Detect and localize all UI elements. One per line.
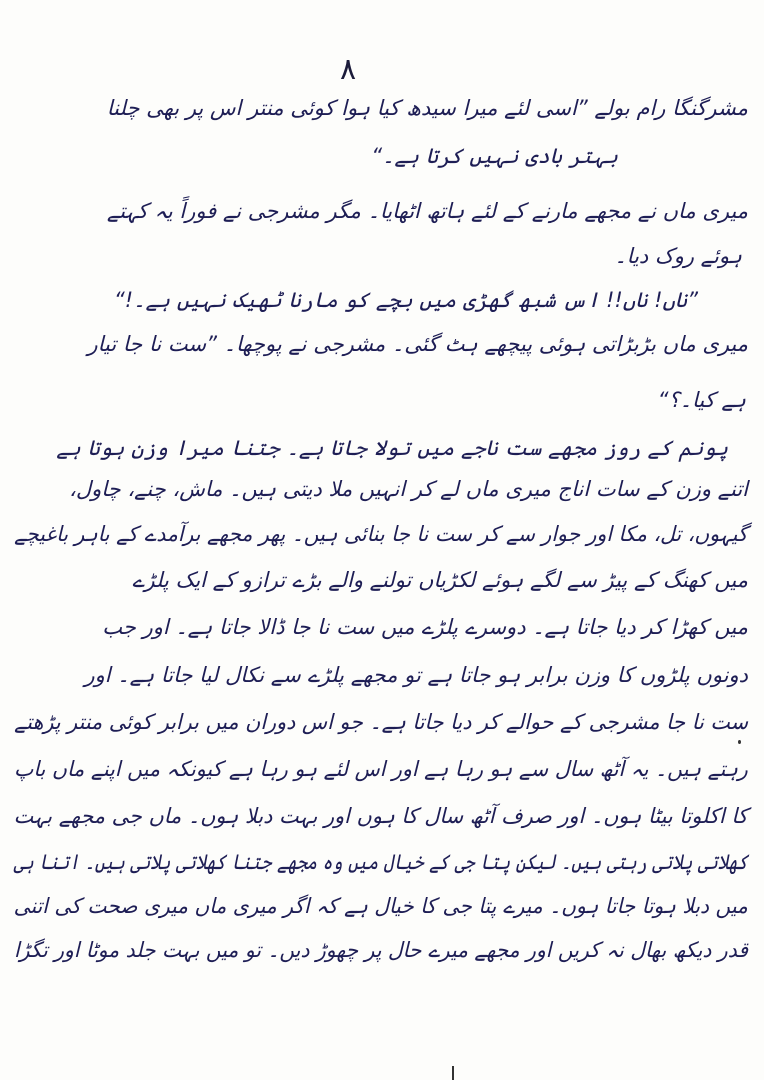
text-line: کا اکلوتا بیٹا ہوں۔ اور صرف آٹھ سال کا ہوں اور بہت دبلا ہوں۔ ماں جی مجھے بہت xyxy=(14,804,748,828)
text-line: ست نا جا مشرجی کے حوالے کر دیا جاتا ہے۔ جو اس دوران میں برابر کوئی منتر پڑھتے xyxy=(14,710,748,734)
text-line: پونم کے روز مجھے ست ناجے میں تولا جاتا ہے۔ جتنا میرا وزن ہوتا ہے xyxy=(56,436,728,460)
text-line: میری ماں نے مجھے مارنے کے لئے ہاتھ اٹھایا۔ مگر مشرجی نے فوراً یہ کہتے xyxy=(106,199,748,223)
page-number: ۸ xyxy=(340,52,357,87)
text-line: ہے کیا۔؟“ xyxy=(657,388,746,412)
text-line: گیہوں، تل، مکا اور جوار سے کر ست نا جا بنائی ہیں۔ پھر مجھے برآمدے کے باہر باغیچے xyxy=(14,522,748,546)
text-line: ”ناں! ناں!! اس شبھ گھڑی میں بچے کو مارنا ٹھیک نہیں ہے۔!“ xyxy=(113,288,698,312)
text-line: بہتر بادی نہیں کرتا ہے۔“ xyxy=(371,144,618,168)
text-line: میں کھنگ کے پیڑ سے لگے ہوئے لکڑیاں تولنے والے بڑے ترازو کے ایک پلڑے xyxy=(132,568,748,592)
text-line: قدر دیکھ بھال نہ کریں اور مجھے میرے حال پر چھوڑ دیں۔ تو میں بہت جلد موٹا اور تگڑا xyxy=(13,938,748,962)
text-line: مشرگنگا رام بولے ”اسی لئے میرا سیدھ کیا ہوا کوئی منتر اس پر بھی چلنا xyxy=(106,96,748,120)
text-line: رہتے ہیں۔ یہ آٹھ سال سے ہو رہا ہے اور اس لئے ہو رہا ہے کیونکہ میں اپنے ماں باپ xyxy=(14,757,748,781)
text-line: ہوئے روک دیا۔ xyxy=(614,244,742,268)
text-line: دونوں پلڑوں کا وزن برابر ہو جاتا ہے تو مجھے پلڑے سے نکال لیا جاتا ہے۔ اور xyxy=(84,663,748,687)
text-line: میں کھڑا کر دیا جاتا ہے۔ دوسرے پلڑے میں ست نا جا ڈالا جاتا ہے۔ اور جب xyxy=(102,615,748,639)
text-line: اتنے وزن کے سات اناج میری ماں لے کر انہیں ملا دیتی ہیں۔ ماش، چنے، چاول، xyxy=(69,477,748,501)
scan-speck xyxy=(738,740,741,744)
text-line: کھلاتی پلاتی رہتی ہیں۔ لیکن پتا جی کے خیال میں وہ مجھے جتنا کھلاتی پلاتی ہیں۔ اتنا ہی xyxy=(13,850,748,874)
text-line: میں دبلا ہوتا جاتا ہوں۔ میرے پتا جی کا خیال ہے کہ اگر میری ماں میری صحت کی اتنی xyxy=(13,894,748,918)
text-line: میری ماں بڑبڑاتی ہوئی پیچھے ہٹ گئی۔ مشرجی نے پوچھا۔ ”ست نا جا تیار xyxy=(87,332,748,356)
scan-edge-mark xyxy=(452,1066,454,1080)
